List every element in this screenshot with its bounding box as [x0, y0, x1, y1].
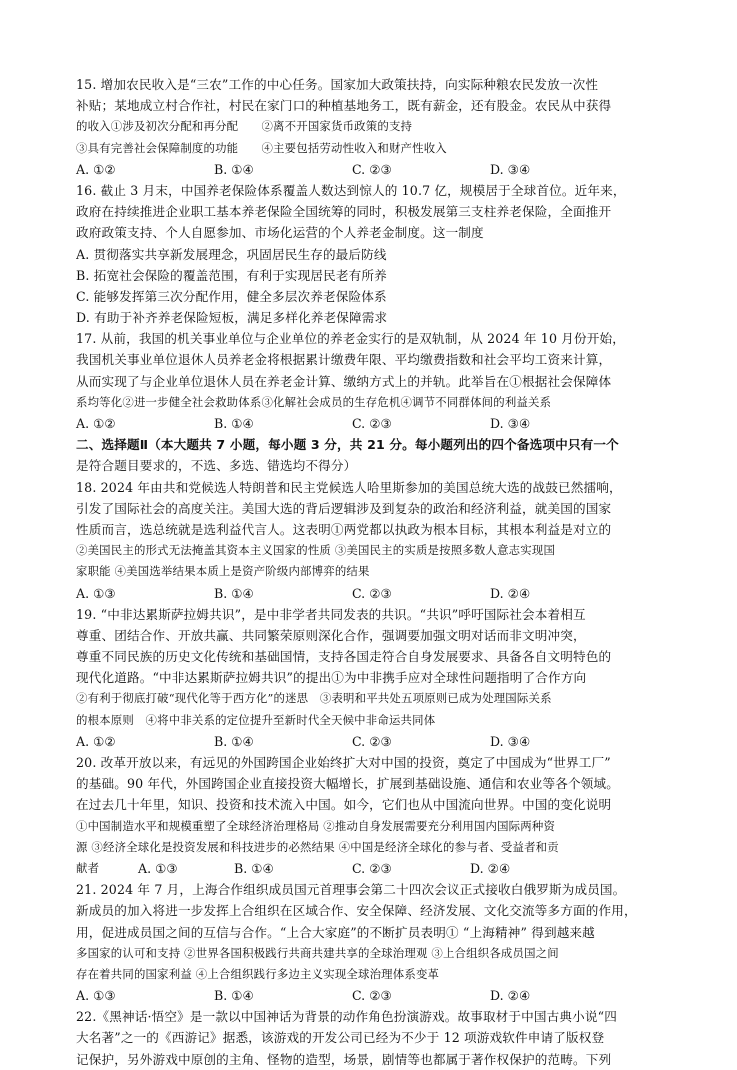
- q21-line-1: 21. 2024 年 7 月，上海合作组织成员国元首理事会第二十四次会议正式接收白俄罗斯为成员国。: [76, 882, 626, 898]
- q20-line-6: 献者: [76, 860, 100, 875]
- q17-option-c[interactable]: C. ②③: [352, 416, 392, 431]
- q15-option-b[interactable]: B. ①④: [214, 161, 254, 177]
- q15-line-2: 补贴；某地成立村合作社，村民在家门口的种植基地务工，既有薪金，还有股金。农民从中获得: [76, 98, 612, 114]
- q18-option-d[interactable]: D. ②④: [490, 585, 531, 601]
- q17-option-b[interactable]: B. ①④: [214, 416, 254, 431]
- q18-options: [76, 583, 681, 604]
- q18-option-c[interactable]: C. ②③: [352, 585, 392, 601]
- q20-line-4: ①中国制造水平和规模重塑了全球经济治理格局 ②推动自身发展需要充分利用国内国际两种资: [76, 818, 556, 833]
- q22-line-3: 记保护，另外游戏中原创的主角、怪物的造型，场景，剧情等也都属于著作权保护的范畴。下列: [76, 1051, 612, 1067]
- q16-option-c[interactable]: C. 能够发挥第三次分配作用，健全多层次养老保险体系: [76, 288, 387, 304]
- q17-option-d[interactable]: D. ③④: [490, 416, 531, 431]
- q15-line-4: ③具有完善社会保障制度的功能 ④主要包括劳动性收入和财产性收入: [76, 140, 447, 155]
- q21-line-2: 新成员的加入将进一步发挥上合组织在区域合作、安全保障、经济发展、文化交流等多方面的作用，: [76, 903, 637, 919]
- q20-options: [76, 858, 681, 879]
- q18-option-a[interactable]: A. ①③: [76, 585, 116, 601]
- q15-line-3: 的收入①涉及初次分配和再分配 ②离不开国家货币政策的支持: [76, 119, 413, 134]
- q19-line-1: 19. “中非达累斯萨拉姆共识”，是中非学者共同发表的共识。“共识”呼吁国际社会本着相互: [76, 606, 586, 622]
- q21-option-a[interactable]: A. ①③: [76, 988, 116, 1004]
- q19-options: [76, 731, 681, 752]
- q15-option-c[interactable]: C. ②③: [352, 161, 392, 177]
- q18-line-3: 性质而言，选总统就是选利益代言人。这表明①两党都以执政为根本目标，其根本利益是对立的: [76, 521, 612, 537]
- q15-line-1: 15. 增加农民收入是“三农”工作的中心任务。国家加大政策扶持，向实际种粮农民发放一次性: [76, 77, 599, 92]
- q20-option-d[interactable]: D. ②④: [470, 860, 511, 876]
- q21-options: [76, 985, 681, 1006]
- q19-option-b[interactable]: B. ①④: [214, 733, 254, 749]
- q20-option-c[interactable]: C. ②③: [352, 860, 392, 876]
- q17-option-a[interactable]: A. ①②: [76, 416, 116, 431]
- q19-line-4: 现代化道路。“中非达累斯萨拉姆共识”的提出①为中非携手应对全球性问题指明了合作方向: [76, 670, 587, 686]
- q20-line-2: 的基础。90 年代，外国跨国企业直接投资大幅增长，扩展到基础设施、通信和农业等各个领域。: [76, 776, 619, 792]
- q20-option-b[interactable]: B. ①④: [234, 860, 274, 876]
- q21-line-3: 用，促进成员国之间的互信与合作。“上合大家庭”的不断扩员表明① “上海精神” 得到越来越: [76, 924, 595, 940]
- q22-line-2: 大名著”之一的《西游记》据悉，该游戏的开发公司已经为不少于 12 项游戏软件申请了版权登: [76, 1030, 605, 1046]
- q20-option-a[interactable]: A. ①③: [138, 860, 178, 876]
- q19-option-d[interactable]: D. ③④: [490, 733, 531, 749]
- q16-line-1: 16. 截止 3 月末，中国养老保险体系覆盖人数达到惊人的 10.7 亿，规模居于全球首位。近年来，: [76, 182, 626, 198]
- section-2-line-2: 是符合题目要求的，不选、多选、错选均不得分）: [76, 458, 357, 474]
- q20-line-5: 源 ③经济全球化是投资发展和科技进步的必然结果 ④中国是经济全球化的参与者、受益者和贡: [76, 839, 559, 854]
- q16-line-3: 政府政策支持、个人自愿参加、市场化运营的个人养老金制度。这一制度: [76, 225, 484, 241]
- q18-line-2: 引发了国际社会的高度关注。美国大选的背后逻辑涉及到复杂的政治和经济利益，就美国的国家: [76, 500, 612, 516]
- q17-line-2: 我国机关事业单位退休人员养老金将根据累计缴费年限、平均缴费指数和社会平均工资来计算，: [76, 352, 612, 368]
- q21-option-c[interactable]: C. ②③: [352, 988, 392, 1004]
- q21-line-4: 多国家的认可和支持 ②世界各国积极践行共商共建共享的全球治理观 ③上合组织各成员国之间: [76, 945, 559, 960]
- q15-options: [76, 159, 681, 180]
- q19-line-3: 尊重不同民族的历史文化传统和基础国情，支持各国走符合自身发展要求、具备各自文明特色的: [76, 649, 612, 665]
- q20-line-1: 20. 改革开放以来，有远见的外国跨国企业始终扩大对中国的投资，奠定了中国成为“世界工厂”: [76, 755, 611, 770]
- q15-option-d[interactable]: D. ③④: [490, 161, 531, 177]
- q17-line-3: 从而实现了与企业单位退休人员在养老金计算、缴纳方式上的并轨。此举旨在①根据社会保障体: [76, 373, 612, 389]
- q17-options: [76, 413, 681, 434]
- q18-line-1: 18. 2024 年由共和党候选人特朗普和民主党候选人哈里斯参加的美国总统大选的战鼓已然擂响，: [76, 479, 622, 495]
- q19-line-2: 尊重、团结合作、开放共赢、共同繁荣原则深化合作，强调要加强文明对话而非文明冲突，: [76, 627, 586, 643]
- q16-option-b[interactable]: B. 拓宽社会保险的覆盖范围，有利于实现居民老有所养: [76, 267, 387, 283]
- q16-line-2: 政府在持续推进企业职工基本养老保险全国统筹的同时，积极发展第三支柱养老保险，全面推开: [76, 204, 612, 220]
- q20-line-3: 在过去几十年里，知识、投资和技术流入中国。如今，它们也从中国流向世界。中国的变化说明: [76, 797, 612, 813]
- q17-line-4: 系均等化②进一步健全社会救助体系③化解社会成员的生存危机④调节不同群体间的利益关系: [76, 394, 552, 409]
- q19-line-5: ②有利于彻底打破“现代化等于西方化”的迷思 ③表明和平共处五项原则已成为处理国际关系: [76, 691, 552, 706]
- q19-line-6: 的根本原则 ④将中非关系的定位提升至新时代全天候中非命运共同体: [76, 712, 436, 727]
- q22-line-1: 22.《黑神话·悟空》是一款以中国神话为背景的动作角色扮演游戏。故事取材于中国古典小说“四: [76, 1009, 617, 1025]
- section-2-heading: [76, 434, 681, 455]
- q19-option-c[interactable]: C. ②③: [352, 733, 392, 749]
- section-2-title: 二、选择题Ⅱ（本大题共 7 小题，每小题 3 分，共 21 分。每小题列出的四个备选项中只有一个: [76, 437, 619, 453]
- q17-line-1: 17. 从前，我国的机关事业单位与企业单位的养老金实行的是双轨制，从 2024 年 10 月份开始，: [76, 331, 625, 347]
- q19-option-a[interactable]: A. ①②: [76, 733, 116, 749]
- q15-option-a[interactable]: A. ①②: [76, 161, 116, 177]
- q18-line-5: 家职能 ④美国选举结果本质上是资产阶级内部博弈的结果: [76, 564, 370, 579]
- q21-option-d[interactable]: D. ②④: [490, 988, 531, 1004]
- q18-line-4: ②美国民主的形式无法掩盖其资本主义国家的性质 ③美国民主的实质是按照多数人意志实现国: [76, 543, 556, 558]
- q16-option-a[interactable]: A. 贯彻落实共享新发展理念，巩固居民生存的最后防线: [76, 246, 387, 262]
- q16-option-d[interactable]: D. 有助于补齐养老保险短板，满足多样化养老保障需求: [76, 310, 388, 326]
- q21-line-5: 存在着共同的国家利益 ④上合组织践行多边主义实现全球治理体系变革: [76, 966, 440, 981]
- q18-option-b[interactable]: B. ①④: [214, 585, 254, 601]
- q21-option-b[interactable]: B. ①④: [214, 988, 254, 1004]
